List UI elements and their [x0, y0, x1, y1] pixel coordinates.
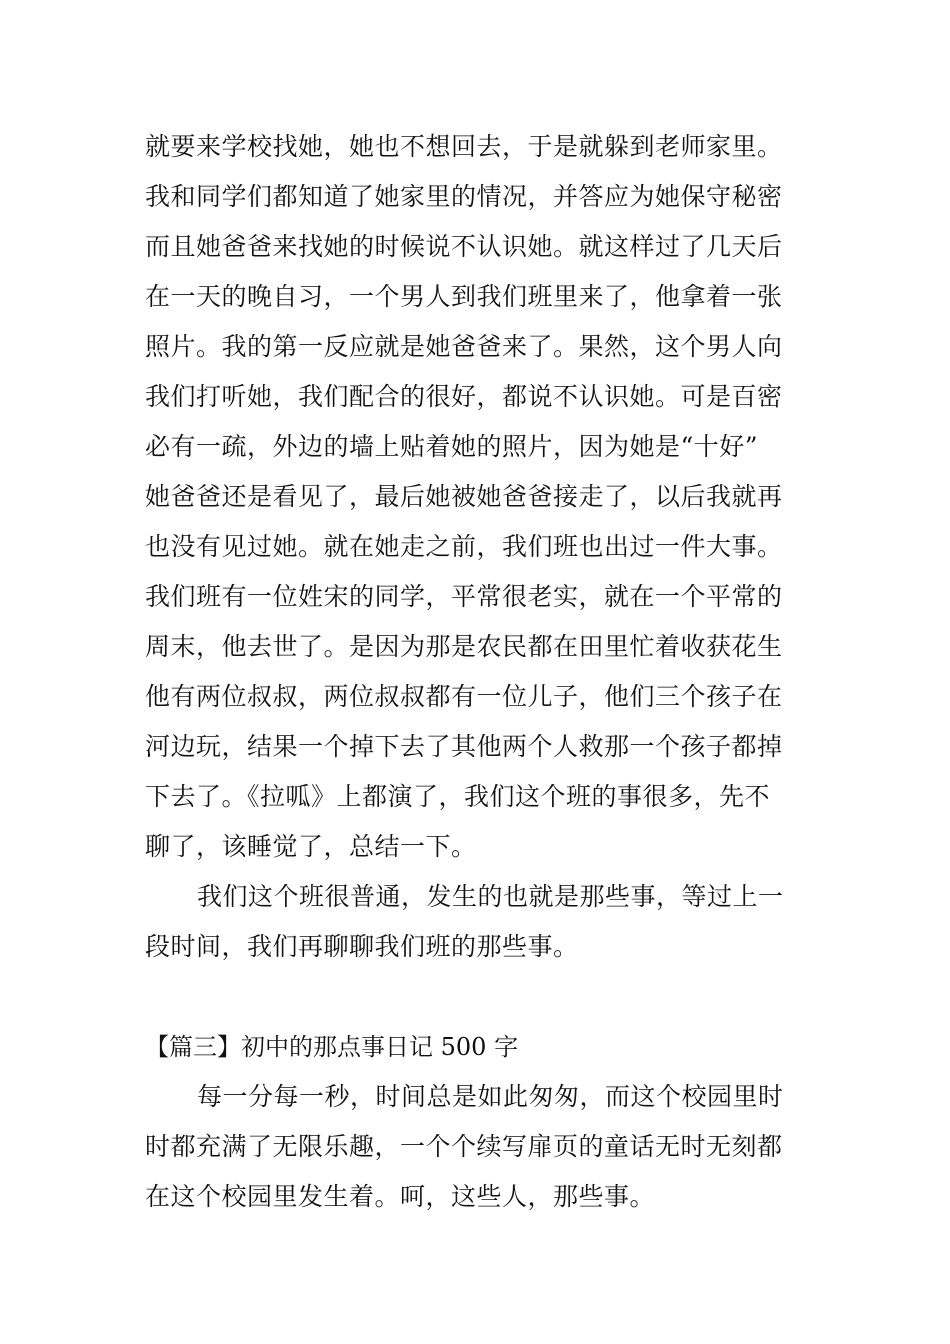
- text-line: 她爸爸还是看见了，最后她被她爸爸接走了，以后我就再: [145, 482, 783, 511]
- text-line: 照片。我的第一反应就是她爸爸来了。果然，这个男人向: [145, 332, 783, 361]
- text-line: 在一天的晚自习，一个男人到我们班里来了，他拿着一张: [145, 282, 783, 311]
- text-line: 我们打听她，我们配合的很好，都说不认识她。可是百密: [145, 382, 783, 411]
- text-line: 而且她爸爸来找她的时候说不认识她。就这样过了几天后: [145, 232, 783, 261]
- text-line: 在这个校园里发生着。呵，这些人，那些事。: [145, 1182, 656, 1211]
- text-line: 也没有见过她。就在她走之前，我们班也出过一件大事。: [145, 532, 783, 561]
- text-line: 我们这个班很普通，发生的也就是那些事，等过上一: [197, 882, 784, 911]
- text-line: 必有一疏，外边的墙上贴着她的照片，因为她是“十好”: [145, 432, 759, 461]
- text-line: 我和同学们都知道了她家里的情况，并答应为她保守秘密: [145, 182, 783, 211]
- text-line: 聊了，该睡觉了，总结一下。: [145, 832, 477, 861]
- section-heading: 【篇三】初中的那点事日记 500 字: [145, 1033, 519, 1061]
- text-line: 就要来学校找她，她也不想回去，于是就躲到老师家里。: [145, 132, 783, 161]
- body-paragraph-1: [145, 122, 825, 872]
- body-paragraph-3: [145, 1072, 825, 1222]
- body-paragraph-2: [145, 872, 825, 972]
- text-line: 时都充满了无限乐趣，一个个续写扉页的童话无时无刻都: [145, 1132, 783, 1161]
- text-line: 段时间，我们再聊聊我们班的那些事。: [145, 932, 579, 961]
- text-line: 我们班有一位姓宋的同学，平常很老实，就在一个平常的: [145, 582, 783, 611]
- text-line: 河边玩，结果一个掉下去了其他两个人救那一个孩子都掉: [145, 732, 783, 761]
- text-line: 周末，他去世了。是因为那是农民都在田里忙着收获花生: [145, 632, 783, 661]
- text-line: 下去了。《拉呱》上都演了，我们这个班的事很多，先不: [145, 782, 771, 811]
- text-line: 每一分每一秒，时间总是如此匆匆，而这个校园里时: [197, 1082, 784, 1111]
- text-line: 他有两位叔叔，两位叔叔都有一位儿子，他们三个孩子在: [145, 682, 783, 711]
